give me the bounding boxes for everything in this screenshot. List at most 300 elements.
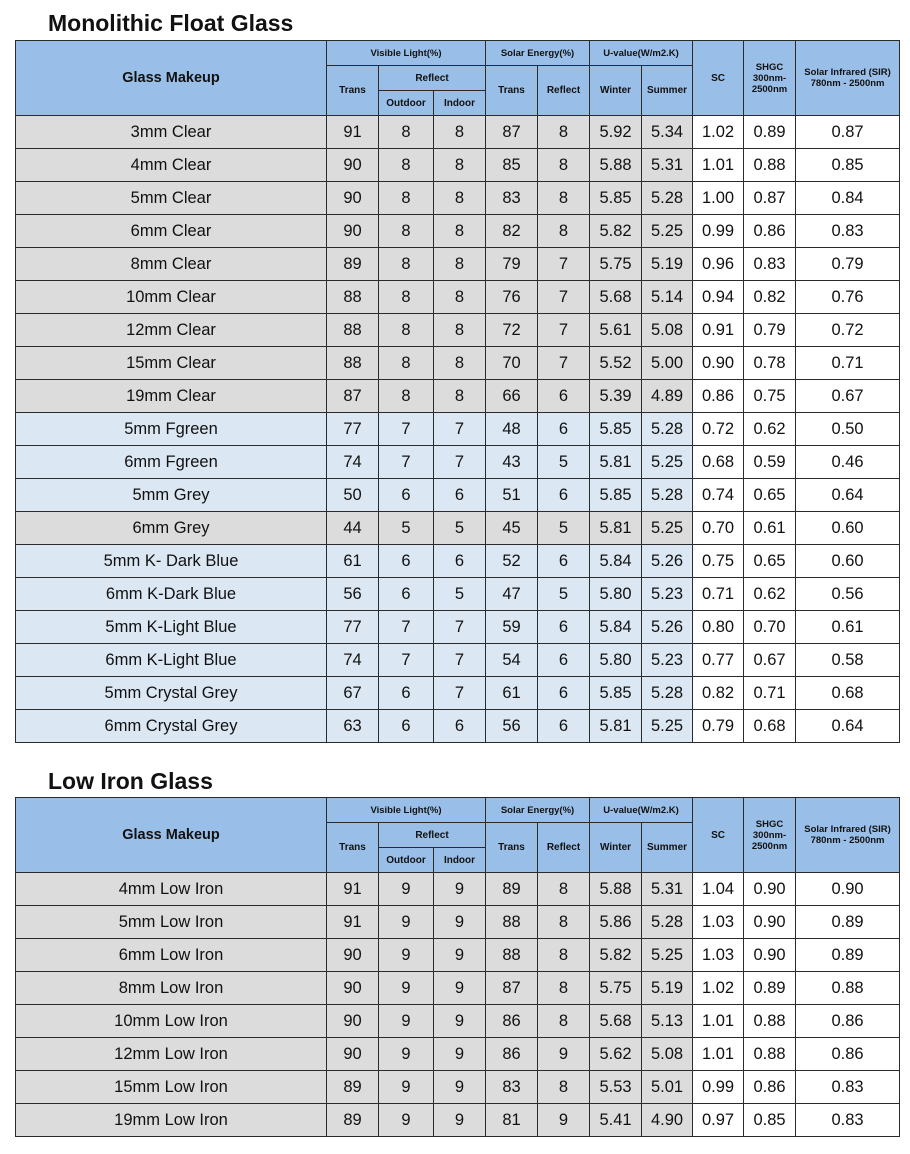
cell-se-trans: 61 [486, 677, 538, 710]
cell-glass-makeup: 6mm Fgreen [16, 446, 327, 479]
table-row [16, 972, 900, 1005]
cell-se-reflect: 6 [538, 677, 590, 710]
cell-se-reflect: 6 [538, 710, 590, 743]
header-indoor: Indoor [434, 848, 486, 873]
cell-sir: 0.58 [796, 644, 900, 677]
header-shgc-line1: SHGC [755, 61, 784, 73]
cell-sir: 0.72 [796, 314, 900, 347]
cell-sir: 0.89 [796, 939, 900, 972]
cell-u-winter: 5.53 [590, 1071, 642, 1104]
cell-sir: 0.84 [796, 182, 900, 215]
cell-vl-outdoor: 6 [379, 710, 434, 743]
cell-sc: 1.01 [693, 1038, 744, 1071]
cell-se-trans: 47 [486, 578, 538, 611]
cell-vl-outdoor: 8 [379, 248, 434, 281]
cell-sc: 0.96 [693, 248, 744, 281]
cell-se-trans: 51 [486, 479, 538, 512]
cell-sc: 0.77 [693, 644, 744, 677]
cell-shgc: 0.89 [744, 116, 796, 149]
cell-vl-outdoor: 8 [379, 347, 434, 380]
cell-vl-outdoor: 9 [379, 1071, 434, 1104]
cell-sir: 0.64 [796, 479, 900, 512]
cell-vl-indoor: 7 [434, 413, 486, 446]
cell-shgc: 0.83 [744, 248, 796, 281]
cell-se-reflect: 8 [538, 906, 590, 939]
table-row [16, 1104, 900, 1137]
cell-sir: 0.90 [796, 873, 900, 906]
cell-vl-indoor: 8 [434, 248, 486, 281]
cell-u-summer: 4.90 [642, 1104, 693, 1137]
cell-sc: 0.72 [693, 413, 744, 446]
cell-vl-outdoor: 8 [379, 116, 434, 149]
cell-sc: 0.82 [693, 677, 744, 710]
cell-u-summer: 5.25 [642, 710, 693, 743]
cell-u-winter: 5.61 [590, 314, 642, 347]
cell-se-reflect: 6 [538, 413, 590, 446]
cell-u-summer: 5.23 [642, 644, 693, 677]
cell-vl-indoor: 9 [434, 1071, 486, 1104]
cell-se-trans: 59 [486, 611, 538, 644]
cell-vl-trans: 87 [327, 380, 379, 413]
header-glass-makeup: Glass Makeup [16, 798, 327, 873]
cell-vl-indoor: 8 [434, 182, 486, 215]
cell-u-summer: 5.25 [642, 512, 693, 545]
cell-u-summer: 5.08 [642, 1038, 693, 1071]
cell-se-reflect: 7 [538, 347, 590, 380]
cell-vl-outdoor: 9 [379, 972, 434, 1005]
cell-u-winter: 5.68 [590, 1005, 642, 1038]
cell-shgc: 0.90 [744, 873, 796, 906]
cell-vl-trans: 44 [327, 512, 379, 545]
cell-vl-outdoor: 5 [379, 512, 434, 545]
cell-sc: 0.94 [693, 281, 744, 314]
header-sc: SC [693, 41, 744, 116]
cell-vl-outdoor: 9 [379, 939, 434, 972]
cell-u-summer: 5.28 [642, 479, 693, 512]
cell-vl-trans: 89 [327, 1104, 379, 1137]
cell-se-trans: 83 [486, 182, 538, 215]
cell-u-winter: 5.75 [590, 972, 642, 1005]
cell-se-trans: 88 [486, 906, 538, 939]
cell-u-winter: 5.81 [590, 512, 642, 545]
cell-sir: 0.61 [796, 611, 900, 644]
cell-se-reflect: 8 [538, 149, 590, 182]
cell-glass-makeup: 4mm Low Iron [16, 873, 327, 906]
cell-vl-trans: 88 [327, 347, 379, 380]
header-summer: Summer [642, 823, 693, 873]
header-shgc-line2: 300nm- [752, 72, 787, 84]
header-sir-line2: 780nm - 2500nm [810, 78, 885, 89]
cell-sir: 0.86 [796, 1005, 900, 1038]
cell-glass-makeup: 6mm Low Iron [16, 939, 327, 972]
cell-u-summer: 5.14 [642, 281, 693, 314]
cell-glass-makeup: 10mm Clear [16, 281, 327, 314]
cell-u-winter: 5.41 [590, 1104, 642, 1137]
table-row [16, 710, 900, 743]
table-row [16, 545, 900, 578]
table-row [16, 281, 900, 314]
table-header [16, 41, 900, 116]
cell-u-winter: 5.80 [590, 578, 642, 611]
header-visible-light: Visible Light(%) [327, 798, 486, 823]
cell-vl-indoor: 8 [434, 149, 486, 182]
low-iron-glass-table [15, 797, 900, 1137]
header-vl-trans: Trans [327, 66, 379, 116]
table-row [16, 479, 900, 512]
cell-vl-indoor: 9 [434, 939, 486, 972]
cell-glass-makeup: 5mm K-Light Blue [16, 611, 327, 644]
table-header [16, 798, 900, 873]
cell-glass-makeup: 19mm Clear [16, 380, 327, 413]
cell-sc: 0.71 [693, 578, 744, 611]
cell-vl-indoor: 9 [434, 1038, 486, 1071]
cell-shgc: 0.62 [744, 413, 796, 446]
cell-vl-trans: 90 [327, 215, 379, 248]
cell-se-trans: 79 [486, 248, 538, 281]
cell-sc: 0.75 [693, 545, 744, 578]
cell-sir: 0.87 [796, 116, 900, 149]
cell-u-winter: 5.88 [590, 149, 642, 182]
cell-sir: 0.56 [796, 578, 900, 611]
cell-se-reflect: 8 [538, 873, 590, 906]
cell-vl-trans: 88 [327, 281, 379, 314]
cell-u-winter: 5.80 [590, 644, 642, 677]
cell-vl-indoor: 5 [434, 512, 486, 545]
cell-u-summer: 5.25 [642, 939, 693, 972]
header-vl-trans: Trans [327, 823, 379, 873]
table-row [16, 677, 900, 710]
cell-u-winter: 5.82 [590, 939, 642, 972]
header-shgc-line2: 300nm- [752, 829, 787, 841]
cell-u-summer: 5.25 [642, 446, 693, 479]
cell-u-winter: 5.85 [590, 182, 642, 215]
cell-sir: 0.83 [796, 1104, 900, 1137]
cell-glass-makeup: 6mm Grey [16, 512, 327, 545]
cell-glass-makeup: 6mm Clear [16, 215, 327, 248]
cell-shgc: 0.67 [744, 644, 796, 677]
header-shgc-line1: SHGC [755, 818, 784, 830]
table-row [16, 1005, 900, 1038]
table-row [16, 939, 900, 972]
cell-vl-outdoor: 6 [379, 578, 434, 611]
cell-vl-indoor: 8 [434, 380, 486, 413]
cell-vl-indoor: 6 [434, 479, 486, 512]
cell-u-winter: 5.85 [590, 677, 642, 710]
cell-shgc: 0.87 [744, 182, 796, 215]
cell-u-winter: 5.75 [590, 248, 642, 281]
cell-vl-trans: 67 [327, 677, 379, 710]
cell-se-reflect: 7 [538, 281, 590, 314]
cell-u-summer: 5.08 [642, 314, 693, 347]
cell-se-reflect: 8 [538, 1005, 590, 1038]
cell-vl-indoor: 7 [434, 644, 486, 677]
cell-glass-makeup: 12mm Clear [16, 314, 327, 347]
cell-shgc: 0.78 [744, 347, 796, 380]
cell-shgc: 0.62 [744, 578, 796, 611]
cell-se-reflect: 5 [538, 446, 590, 479]
cell-se-reflect: 9 [538, 1104, 590, 1137]
header-summer: Summer [642, 66, 693, 116]
cell-u-winter: 5.39 [590, 380, 642, 413]
cell-vl-outdoor: 9 [379, 906, 434, 939]
table-row [16, 1071, 900, 1104]
cell-se-trans: 45 [486, 512, 538, 545]
cell-shgc: 0.86 [744, 1071, 796, 1104]
cell-vl-outdoor: 8 [379, 380, 434, 413]
cell-vl-indoor: 8 [434, 347, 486, 380]
header-shgc-line3: 2500nm [751, 840, 788, 852]
cell-u-summer: 5.25 [642, 215, 693, 248]
cell-shgc: 0.85 [744, 1104, 796, 1137]
cell-u-summer: 5.19 [642, 972, 693, 1005]
cell-u-winter: 5.84 [590, 545, 642, 578]
cell-shgc: 0.65 [744, 545, 796, 578]
cell-u-summer: 4.89 [642, 380, 693, 413]
cell-glass-makeup: 6mm Crystal Grey [16, 710, 327, 743]
cell-vl-trans: 90 [327, 1038, 379, 1071]
cell-se-trans: 70 [486, 347, 538, 380]
cell-sc: 1.01 [693, 149, 744, 182]
header-se-trans: Trans [486, 823, 538, 873]
header-shgc [744, 41, 796, 116]
cell-vl-outdoor: 8 [379, 215, 434, 248]
header-shgc [744, 798, 796, 873]
cell-glass-makeup: 15mm Low Iron [16, 1071, 327, 1104]
section-title-low-iron: Low Iron Glass [48, 768, 213, 794]
cell-shgc: 0.70 [744, 611, 796, 644]
cell-glass-makeup: 8mm Low Iron [16, 972, 327, 1005]
cell-sc: 0.90 [693, 347, 744, 380]
cell-shgc: 0.79 [744, 314, 796, 347]
cell-vl-indoor: 7 [434, 677, 486, 710]
table-row [16, 215, 900, 248]
cell-sir: 0.67 [796, 380, 900, 413]
cell-shgc: 0.75 [744, 380, 796, 413]
cell-sc: 0.97 [693, 1104, 744, 1137]
monolithic-float-glass-table [15, 40, 900, 743]
cell-u-summer: 5.28 [642, 182, 693, 215]
cell-vl-trans: 74 [327, 644, 379, 677]
cell-se-trans: 88 [486, 939, 538, 972]
cell-vl-indoor: 8 [434, 281, 486, 314]
cell-vl-indoor: 7 [434, 611, 486, 644]
cell-vl-outdoor: 8 [379, 281, 434, 314]
cell-vl-trans: 50 [327, 479, 379, 512]
cell-glass-makeup: 12mm Low Iron [16, 1038, 327, 1071]
cell-u-winter: 5.82 [590, 215, 642, 248]
cell-u-winter: 5.92 [590, 116, 642, 149]
cell-u-summer: 5.28 [642, 906, 693, 939]
table-row [16, 446, 900, 479]
cell-se-trans: 89 [486, 873, 538, 906]
cell-sir: 0.50 [796, 413, 900, 446]
header-solar-energy: Solar Energy(%) [486, 798, 590, 823]
cell-u-winter: 5.86 [590, 906, 642, 939]
cell-sir: 0.68 [796, 677, 900, 710]
cell-vl-trans: 77 [327, 413, 379, 446]
cell-se-reflect: 9 [538, 1038, 590, 1071]
cell-se-trans: 86 [486, 1038, 538, 1071]
section-title-monolithic: Monolithic Float Glass [48, 10, 294, 36]
cell-vl-trans: 89 [327, 248, 379, 281]
cell-vl-indoor: 8 [434, 215, 486, 248]
cell-sir: 0.60 [796, 512, 900, 545]
cell-shgc: 0.82 [744, 281, 796, 314]
cell-glass-makeup: 19mm Low Iron [16, 1104, 327, 1137]
cell-glass-makeup: 10mm Low Iron [16, 1005, 327, 1038]
cell-se-trans: 87 [486, 116, 538, 149]
cell-se-reflect: 8 [538, 116, 590, 149]
cell-se-trans: 72 [486, 314, 538, 347]
table-row [16, 347, 900, 380]
cell-shgc: 0.86 [744, 215, 796, 248]
header-sc: SC [693, 798, 744, 873]
cell-se-reflect: 8 [538, 939, 590, 972]
cell-vl-outdoor: 7 [379, 446, 434, 479]
cell-vl-outdoor: 8 [379, 149, 434, 182]
cell-sc: 1.01 [693, 1005, 744, 1038]
header-sir-line2: 780nm - 2500nm [810, 835, 885, 846]
cell-glass-makeup: 5mm Grey [16, 479, 327, 512]
cell-sc: 1.03 [693, 939, 744, 972]
cell-u-summer: 5.13 [642, 1005, 693, 1038]
cell-u-summer: 5.31 [642, 149, 693, 182]
cell-u-winter: 5.88 [590, 873, 642, 906]
table-row [16, 578, 900, 611]
header-indoor: Indoor [434, 91, 486, 116]
cell-se-trans: 86 [486, 1005, 538, 1038]
cell-shgc: 0.59 [744, 446, 796, 479]
table-row [16, 413, 900, 446]
cell-se-trans: 48 [486, 413, 538, 446]
cell-vl-outdoor: 6 [379, 677, 434, 710]
cell-sc: 0.74 [693, 479, 744, 512]
cell-se-reflect: 6 [538, 611, 590, 644]
header-sir [796, 798, 900, 873]
header-se-trans: Trans [486, 66, 538, 116]
header-sir [796, 41, 900, 116]
table-row [16, 873, 900, 906]
cell-sir: 0.46 [796, 446, 900, 479]
cell-vl-outdoor: 6 [379, 479, 434, 512]
cell-u-summer: 5.23 [642, 578, 693, 611]
cell-shgc: 0.89 [744, 972, 796, 1005]
header-sir-line1: Solar Infrared (SIR) [804, 67, 891, 78]
cell-shgc: 0.88 [744, 149, 796, 182]
cell-vl-outdoor: 7 [379, 644, 434, 677]
cell-sir: 0.64 [796, 710, 900, 743]
cell-u-summer: 5.34 [642, 116, 693, 149]
cell-se-reflect: 6 [538, 545, 590, 578]
cell-se-trans: 52 [486, 545, 538, 578]
cell-vl-trans: 61 [327, 545, 379, 578]
header-winter: Winter [590, 823, 642, 873]
cell-u-winter: 5.85 [590, 413, 642, 446]
cell-sc: 0.91 [693, 314, 744, 347]
header-u-value: U-value(W/m2.K) [590, 41, 693, 66]
header-sir-line1: Solar Infrared (SIR) [804, 824, 891, 835]
header-outdoor: Outdoor [379, 91, 434, 116]
cell-glass-makeup: 5mm K- Dark Blue [16, 545, 327, 578]
cell-vl-trans: 90 [327, 972, 379, 1005]
header-solar-energy: Solar Energy(%) [486, 41, 590, 66]
cell-glass-makeup: 4mm Clear [16, 149, 327, 182]
cell-vl-indoor: 6 [434, 545, 486, 578]
header-se-reflect: Reflect [538, 823, 590, 873]
cell-se-trans: 76 [486, 281, 538, 314]
cell-u-summer: 5.26 [642, 611, 693, 644]
table-row [16, 644, 900, 677]
cell-u-winter: 5.81 [590, 446, 642, 479]
cell-u-summer: 5.00 [642, 347, 693, 380]
cell-vl-outdoor: 9 [379, 1104, 434, 1137]
cell-glass-makeup: 15mm Clear [16, 347, 327, 380]
cell-se-reflect: 8 [538, 215, 590, 248]
cell-se-reflect: 8 [538, 1071, 590, 1104]
table-row [16, 314, 900, 347]
cell-u-summer: 5.01 [642, 1071, 693, 1104]
table-row [16, 1038, 900, 1071]
cell-vl-indoor: 9 [434, 1005, 486, 1038]
table-row [16, 611, 900, 644]
cell-se-trans: 87 [486, 972, 538, 1005]
cell-vl-trans: 89 [327, 1071, 379, 1104]
cell-se-reflect: 6 [538, 380, 590, 413]
header-u-value: U-value(W/m2.K) [590, 798, 693, 823]
cell-vl-indoor: 8 [434, 116, 486, 149]
cell-shgc: 0.71 [744, 677, 796, 710]
cell-u-winter: 5.62 [590, 1038, 642, 1071]
table-row [16, 906, 900, 939]
table-body [16, 116, 900, 743]
cell-u-summer: 5.31 [642, 873, 693, 906]
cell-se-trans: 56 [486, 710, 538, 743]
table-row [16, 512, 900, 545]
cell-se-reflect: 7 [538, 314, 590, 347]
cell-glass-makeup: 8mm Clear [16, 248, 327, 281]
cell-se-trans: 85 [486, 149, 538, 182]
cell-vl-outdoor: 9 [379, 1038, 434, 1071]
cell-shgc: 0.65 [744, 479, 796, 512]
header-glass-makeup: Glass Makeup [16, 41, 327, 116]
cell-se-reflect: 6 [538, 479, 590, 512]
cell-se-trans: 66 [486, 380, 538, 413]
cell-shgc: 0.68 [744, 710, 796, 743]
cell-u-summer: 5.26 [642, 545, 693, 578]
cell-glass-makeup: 5mm Clear [16, 182, 327, 215]
cell-se-reflect: 7 [538, 248, 590, 281]
cell-sir: 0.83 [796, 215, 900, 248]
cell-vl-trans: 90 [327, 1005, 379, 1038]
table-body [16, 873, 900, 1137]
cell-sc: 1.02 [693, 972, 744, 1005]
cell-sc: 0.79 [693, 710, 744, 743]
cell-vl-trans: 77 [327, 611, 379, 644]
cell-vl-indoor: 6 [434, 710, 486, 743]
cell-sir: 0.89 [796, 906, 900, 939]
cell-vl-trans: 90 [327, 182, 379, 215]
cell-sir: 0.60 [796, 545, 900, 578]
cell-vl-outdoor: 8 [379, 314, 434, 347]
cell-vl-indoor: 8 [434, 314, 486, 347]
cell-sir: 0.85 [796, 149, 900, 182]
cell-u-summer: 5.19 [642, 248, 693, 281]
cell-vl-indoor: 9 [434, 906, 486, 939]
header-vl-reflect: Reflect [379, 66, 486, 91]
cell-sc: 0.86 [693, 380, 744, 413]
cell-vl-trans: 88 [327, 314, 379, 347]
cell-se-trans: 54 [486, 644, 538, 677]
